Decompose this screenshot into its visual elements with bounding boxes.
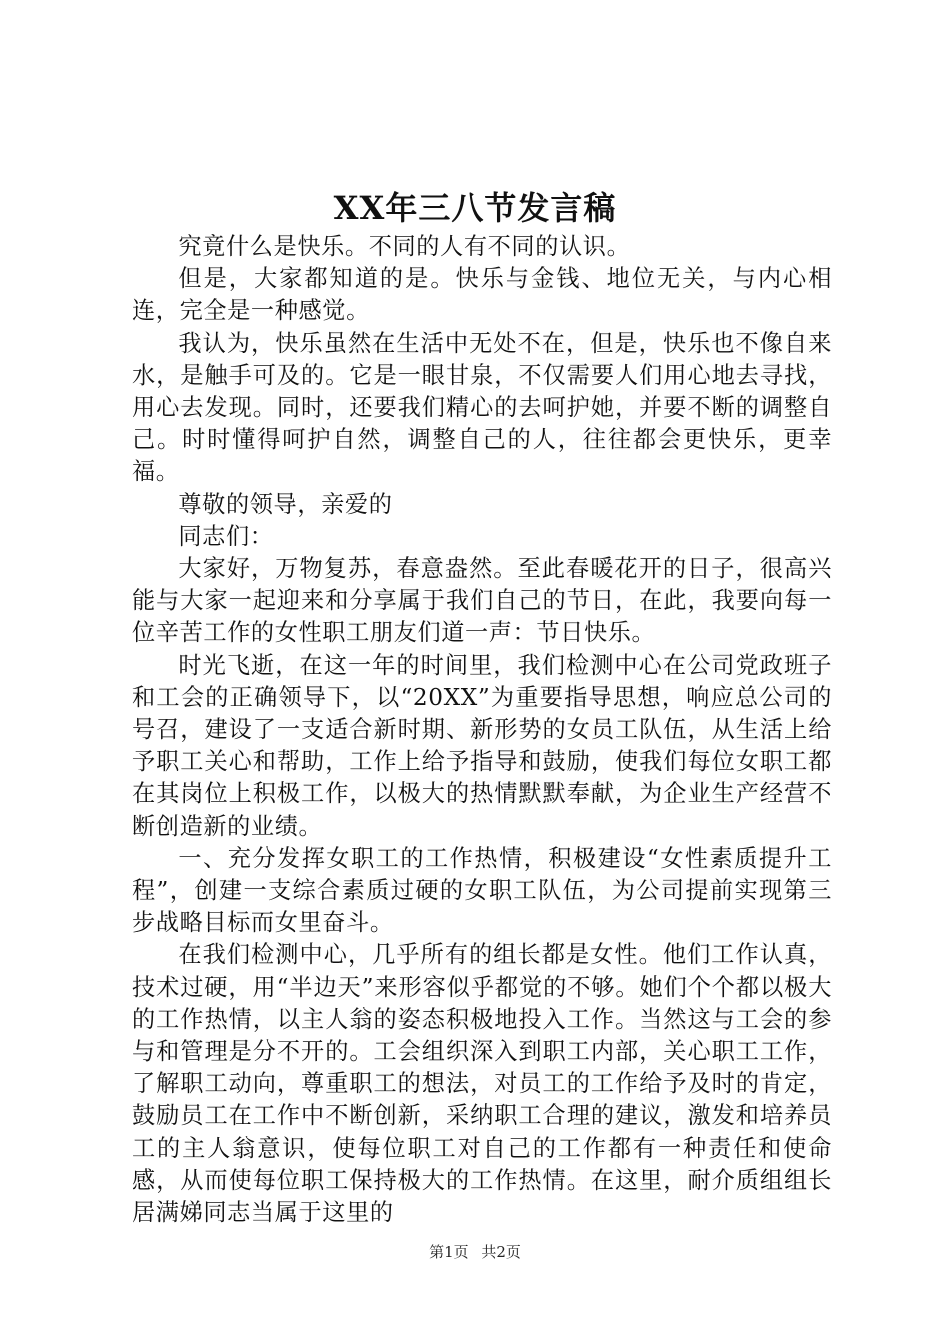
- paragraph: 同志们：: [178, 522, 274, 550]
- paragraph: 我认为，快乐虽然在生活中无处不在，但是，快乐也不像自来水，是触手可及的。它是一眼甘泉，不仅需要人们用心地去寻找，用心去发现。同时，还要我们精心的去呵护她，并要不断的调整自己。时时懂得呵护自然，调整自己的人，往往都会更快乐，更幸福。: [132, 329, 832, 486]
- page-footer: [0, 1242, 950, 1262]
- document-body: [132, 231, 832, 1229]
- paragraph: 但是，大家都知道的是。快乐与金钱、地位无关，与内心相连，完全是一种感觉。: [132, 265, 832, 325]
- paragraph: 究竟什么是快乐。不同的人有不同的认识。: [178, 233, 631, 260]
- page-number: 第1页: [429, 1243, 469, 1261]
- paragraph: 大家好，万物复苏，春意盎然。至此春暖花开的日子，很高兴能与大家一起迎来和分享属于我们自己的节日，在此，我要向每一位辛苦工作的女性职工朋友们道一声：节日快乐。: [132, 555, 832, 647]
- paragraph: 尊敬的领导，亲爱的: [178, 490, 393, 518]
- paragraph: 时光飞逝，在这一年的时间里，我们检测中心在公司党政班子和工会的正确领导下，以“20XX”为重要指导思想，响应总公司的号召，建设了一支适合新时期、新形势的女员工队伍，从生活上给予职工关心和帮助，工作上给予指导和鼓励，使我们每位女职工都在其岗位上积极工作，以极大的热情默默奉献，为企业生产经营不断创造新的业绩。: [132, 651, 832, 840]
- page-total: 共2页: [481, 1243, 521, 1261]
- document-title: XX年三八节发言稿: [333, 189, 617, 227]
- paragraph: 一、充分发挥女职工的工作热情，积极建设“女性素质提升工程”，创建一支综合素质过硬的女职工队伍，为公司提前实现第三步战略目标而女里奋斗。: [132, 844, 832, 937]
- paragraph: 在我们检测中心，几乎所有的组长都是女性。他们工作认真，技术过硬，用“半边天”来形容似乎都觉的不够。她们个个都以极大的工作热情，以主人翁的姿态积极地投入工作。当然这与工会的参与和管理是分不开的。工会组织深入到职工内部，关心职工工作，了解职工动向，尊重职工的想法，对员工的工作给予及时的肯定，鼓励员工在工作中不断创新，采纳职工合理的建议，激发和培养员工的主人翁意识，使每位职工对自己的工作都有一种责任和使命感，从而使每位职工保持极大的工作热情。在这里，耐介质组组长居满娣同志当属于这里的: [132, 941, 832, 1227]
